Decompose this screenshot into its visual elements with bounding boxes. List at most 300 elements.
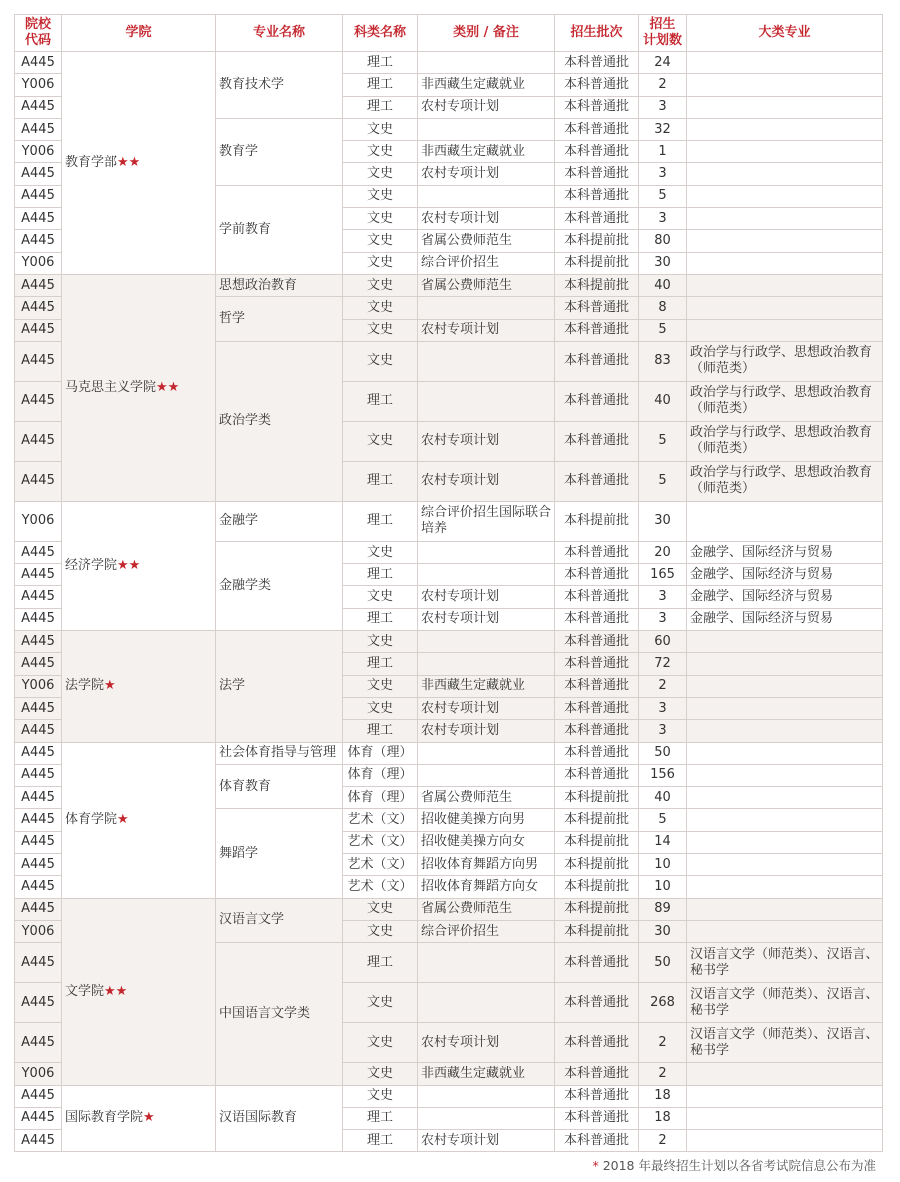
category-cell: [418, 118, 555, 140]
category-cell: 农村专项计划: [418, 461, 555, 501]
broad-cell: 汉语言文学（师范类）、汉语言、秘书学: [687, 943, 883, 983]
broad-cell: [687, 1085, 883, 1107]
plan-cell: 40: [639, 381, 687, 421]
code-cell: A445: [15, 787, 62, 809]
broad-cell: [687, 185, 883, 207]
batch-cell: 本科普通批: [555, 742, 639, 764]
category-cell: 综合评价招生: [418, 920, 555, 942]
code-cell: A445: [15, 831, 62, 853]
subject-cell: 理工: [343, 461, 418, 501]
code-cell: A445: [15, 943, 62, 983]
subject-cell: 文史: [343, 631, 418, 653]
category-cell: 农村专项计划: [418, 163, 555, 185]
subject-cell: 文史: [343, 586, 418, 608]
batch-cell: 本科提前批: [555, 252, 639, 274]
plan-cell: 10: [639, 876, 687, 898]
plan-cell: 5: [639, 461, 687, 501]
plan-cell: 3: [639, 720, 687, 742]
subject-cell: 文史: [343, 297, 418, 319]
subject-cell: 体育（理）: [343, 787, 418, 809]
category-cell: [418, 52, 555, 74]
batch-cell: 本科普通批: [555, 421, 639, 461]
header-broad: 大类专业: [687, 15, 883, 52]
subject-cell: 文史: [343, 163, 418, 185]
code-cell: Y006: [15, 1063, 62, 1085]
major-cell: 金融学: [216, 501, 343, 541]
plan-cell: 30: [639, 501, 687, 541]
college-cell: [62, 52, 216, 275]
code-cell: Y006: [15, 141, 62, 163]
broad-cell: [687, 297, 883, 319]
table-row: [15, 52, 883, 74]
subject-cell: 文史: [343, 675, 418, 697]
broad-cell: 金融学、国际经济与贸易: [687, 564, 883, 586]
category-cell: [418, 1085, 555, 1107]
subject-cell: 文史: [343, 697, 418, 719]
code-cell: A445: [15, 876, 62, 898]
major-cell: 教育技术学: [216, 52, 343, 119]
star-rating: ★★: [117, 557, 141, 573]
category-cell: 非西藏生定藏就业: [418, 1063, 555, 1085]
star-rating: ★: [143, 1110, 155, 1126]
plan-cell: 89: [639, 898, 687, 920]
broad-cell: [687, 787, 883, 809]
plan-cell: 5: [639, 809, 687, 831]
plan-cell: 3: [639, 608, 687, 630]
batch-cell: 本科提前批: [555, 809, 639, 831]
batch-cell: 本科普通批: [555, 1130, 639, 1152]
plan-cell: 165: [639, 564, 687, 586]
code-cell: A445: [15, 96, 62, 118]
code-cell: A445: [15, 341, 62, 381]
broad-cell: [687, 208, 883, 230]
college-group: [15, 501, 883, 630]
subject-cell: 理工: [343, 720, 418, 742]
batch-cell: 本科普通批: [555, 74, 639, 96]
major-cell: 政治学类: [216, 341, 343, 501]
category-cell: 综合评价招生国际联合培养: [418, 501, 555, 541]
plan-cell: 24: [639, 52, 687, 74]
college-cell: [62, 742, 216, 898]
subject-cell: 艺术（文）: [343, 854, 418, 876]
batch-cell: 本科提前批: [555, 854, 639, 876]
subject-cell: 艺术（文）: [343, 831, 418, 853]
batch-cell: 本科普通批: [555, 1023, 639, 1063]
code-cell: A445: [15, 230, 62, 252]
category-cell: [418, 541, 555, 563]
plan-cell: 83: [639, 341, 687, 381]
plan-cell: 2: [639, 1023, 687, 1063]
major-cell: 教育学: [216, 118, 343, 185]
subject-cell: 文史: [343, 1085, 418, 1107]
code-cell: A445: [15, 809, 62, 831]
major-cell: 汉语国际教育: [216, 1085, 343, 1152]
category-cell: 农村专项计划: [418, 421, 555, 461]
broad-cell: [687, 96, 883, 118]
category-cell: 招收健美操方向女: [418, 831, 555, 853]
college-cell: [62, 501, 216, 630]
college-name: 体育学院: [65, 812, 118, 828]
broad-cell: [687, 720, 883, 742]
footnote: [592, 1156, 876, 1174]
broad-cell: 政治学与行政学、思想政治教育（师范类）: [687, 341, 883, 381]
code-cell: A445: [15, 1023, 62, 1063]
category-cell: [418, 943, 555, 983]
major-cell: 社会体育指导与管理: [216, 742, 343, 764]
batch-cell: 本科普通批: [555, 720, 639, 742]
batch-cell: 本科提前批: [555, 920, 639, 942]
plan-cell: 2: [639, 675, 687, 697]
code-cell: A445: [15, 764, 62, 786]
subject-cell: 文史: [343, 319, 418, 341]
batch-cell: 本科普通批: [555, 653, 639, 675]
subject-cell: 文史: [343, 341, 418, 381]
footnote-text: 2018 年最终招生计划以各省考试院信息公布为准: [602, 1158, 876, 1173]
broad-cell: [687, 52, 883, 74]
category-cell: 农村专项计划: [418, 586, 555, 608]
broad-cell: [687, 501, 883, 541]
broad-cell: [687, 653, 883, 675]
broad-cell: [687, 854, 883, 876]
category-cell: 农村专项计划: [418, 96, 555, 118]
subject-cell: 理工: [343, 564, 418, 586]
code-cell: A445: [15, 697, 62, 719]
batch-cell: 本科普通批: [555, 608, 639, 630]
college-name: 国际教育学院: [65, 1110, 144, 1126]
broad-cell: [687, 675, 883, 697]
plan-cell: 3: [639, 586, 687, 608]
plan-cell: 5: [639, 185, 687, 207]
code-cell: A445: [15, 541, 62, 563]
category-cell: [418, 742, 555, 764]
college-group: [15, 631, 883, 742]
broad-cell: [687, 252, 883, 274]
header-plan: 招生 计划数: [639, 15, 687, 52]
college-name: 经济学院: [65, 557, 118, 573]
code-cell: A445: [15, 421, 62, 461]
header-code: 院校 代码: [15, 15, 62, 52]
batch-cell: 本科普通批: [555, 96, 639, 118]
category-cell: 招收健美操方向男: [418, 809, 555, 831]
broad-cell: [687, 74, 883, 96]
subject-cell: 文史: [343, 274, 418, 296]
batch-cell: 本科普通批: [555, 1063, 639, 1085]
major-cell: 中国语言文学类: [216, 943, 343, 1085]
broad-cell: [687, 230, 883, 252]
code-cell: A445: [15, 586, 62, 608]
broad-cell: 金融学、国际经济与贸易: [687, 541, 883, 563]
batch-cell: 本科普通批: [555, 675, 639, 697]
table-row: [15, 1085, 883, 1107]
college-name: 教育学部: [65, 154, 118, 170]
broad-cell: 政治学与行政学、思想政治教育（师范类）: [687, 461, 883, 501]
header-college: 学院: [62, 15, 216, 52]
plan-cell: 3: [639, 697, 687, 719]
subject-cell: 理工: [343, 501, 418, 541]
code-cell: A445: [15, 52, 62, 74]
code-cell: Y006: [15, 920, 62, 942]
code-cell: Y006: [15, 675, 62, 697]
plan-cell: 10: [639, 854, 687, 876]
batch-cell: 本科普通批: [555, 163, 639, 185]
subject-cell: 理工: [343, 381, 418, 421]
broad-cell: [687, 831, 883, 853]
broad-cell: [687, 274, 883, 296]
footnote-asterisk: *: [592, 1158, 599, 1173]
plan-cell: 50: [639, 742, 687, 764]
batch-cell: 本科普通批: [555, 943, 639, 983]
enrollment-plan-table: [14, 14, 883, 1152]
batch-cell: 本科提前批: [555, 831, 639, 853]
subject-cell: 文史: [343, 252, 418, 274]
table-row: [15, 898, 883, 920]
subject-cell: 文史: [343, 898, 418, 920]
broad-cell: 金融学、国际经济与贸易: [687, 586, 883, 608]
plan-cell: 18: [639, 1085, 687, 1107]
subject-cell: 文史: [343, 141, 418, 163]
table-row: [15, 742, 883, 764]
broad-cell: [687, 809, 883, 831]
batch-cell: 本科提前批: [555, 230, 639, 252]
batch-cell: 本科普通批: [555, 52, 639, 74]
college-name: 马克思主义学院: [65, 379, 157, 395]
code-cell: A445: [15, 742, 62, 764]
code-cell: A445: [15, 720, 62, 742]
category-cell: 综合评价招生: [418, 252, 555, 274]
subject-cell: 文史: [343, 421, 418, 461]
category-cell: [418, 653, 555, 675]
code-cell: Y006: [15, 74, 62, 96]
code-cell: A445: [15, 983, 62, 1023]
category-cell: 农村专项计划: [418, 1130, 555, 1152]
category-cell: [418, 341, 555, 381]
college-group: [15, 1085, 883, 1152]
plan-cell: 50: [639, 943, 687, 983]
college-group: [15, 742, 883, 898]
broad-cell: [687, 764, 883, 786]
broad-cell: [687, 1130, 883, 1152]
broad-cell: [687, 163, 883, 185]
broad-cell: 汉语言文学（师范类）、汉语言、秘书学: [687, 983, 883, 1023]
major-cell: 体育教育: [216, 764, 343, 809]
broad-cell: [687, 1063, 883, 1085]
batch-cell: 本科普通批: [555, 319, 639, 341]
category-cell: [418, 764, 555, 786]
plan-cell: 156: [639, 764, 687, 786]
subject-cell: 理工: [343, 943, 418, 983]
subject-cell: 文史: [343, 541, 418, 563]
batch-cell: 本科普通批: [555, 541, 639, 563]
category-cell: 农村专项计划: [418, 608, 555, 630]
code-cell: A445: [15, 185, 62, 207]
plan-cell: 14: [639, 831, 687, 853]
code-cell: A445: [15, 1130, 62, 1152]
broad-cell: [687, 319, 883, 341]
batch-cell: 本科普通批: [555, 564, 639, 586]
college-cell: [62, 898, 216, 1085]
category-cell: [418, 983, 555, 1023]
broad-cell: 金融学、国际经济与贸易: [687, 608, 883, 630]
broad-cell: [687, 898, 883, 920]
subject-cell: 理工: [343, 653, 418, 675]
plan-cell: 5: [639, 319, 687, 341]
plan-cell: 60: [639, 631, 687, 653]
table-row: [15, 631, 883, 653]
code-cell: A445: [15, 118, 62, 140]
category-cell: 省属公费师范生: [418, 230, 555, 252]
batch-cell: 本科普通批: [555, 461, 639, 501]
batch-cell: 本科普通批: [555, 381, 639, 421]
batch-cell: 本科普通批: [555, 118, 639, 140]
batch-cell: 本科普通批: [555, 983, 639, 1023]
college-cell: [62, 274, 216, 501]
subject-cell: 文史: [343, 185, 418, 207]
college-name: 法学院: [65, 678, 105, 694]
star-rating: ★: [117, 812, 129, 828]
major-cell: 汉语言文学: [216, 898, 343, 943]
category-cell: [418, 631, 555, 653]
code-cell: A445: [15, 854, 62, 876]
category-cell: 非西藏生定藏就业: [418, 141, 555, 163]
code-cell: Y006: [15, 501, 62, 541]
code-cell: A445: [15, 608, 62, 630]
plan-cell: 40: [639, 787, 687, 809]
plan-cell: 30: [639, 252, 687, 274]
broad-cell: [687, 118, 883, 140]
plan-cell: 3: [639, 208, 687, 230]
code-cell: A445: [15, 1107, 62, 1129]
subject-cell: 理工: [343, 1107, 418, 1129]
batch-cell: 本科普通批: [555, 341, 639, 381]
code-cell: A445: [15, 631, 62, 653]
subject-cell: 文史: [343, 1063, 418, 1085]
category-cell: 招收体育舞蹈方向女: [418, 876, 555, 898]
table-row: [15, 501, 883, 541]
category-cell: 农村专项计划: [418, 1023, 555, 1063]
plan-cell: 2: [639, 1130, 687, 1152]
code-cell: A445: [15, 461, 62, 501]
subject-cell: 理工: [343, 74, 418, 96]
plan-cell: 2: [639, 1063, 687, 1085]
category-cell: 省属公费师范生: [418, 898, 555, 920]
college-group: [15, 898, 883, 1085]
code-cell: Y006: [15, 252, 62, 274]
code-cell: A445: [15, 274, 62, 296]
category-cell: 农村专项计划: [418, 319, 555, 341]
subject-cell: 体育（理）: [343, 764, 418, 786]
plan-cell: 268: [639, 983, 687, 1023]
plan-cell: 80: [639, 230, 687, 252]
category-cell: 省属公费师范生: [418, 274, 555, 296]
subject-cell: 艺术（文）: [343, 809, 418, 831]
subject-cell: 文史: [343, 208, 418, 230]
subject-cell: 文史: [343, 1023, 418, 1063]
code-cell: A445: [15, 898, 62, 920]
category-cell: [418, 381, 555, 421]
plan-cell: 8: [639, 297, 687, 319]
code-cell: A445: [15, 208, 62, 230]
plan-cell: 18: [639, 1107, 687, 1129]
major-cell: 学前教育: [216, 185, 343, 274]
broad-cell: [687, 876, 883, 898]
college-cell: [62, 631, 216, 742]
category-cell: 省属公费师范生: [418, 787, 555, 809]
plan-cell: 40: [639, 274, 687, 296]
broad-cell: [687, 141, 883, 163]
major-cell: 金融学类: [216, 541, 343, 630]
table-row: [15, 274, 883, 296]
major-cell: 哲学: [216, 297, 343, 342]
subject-cell: 文史: [343, 118, 418, 140]
category-cell: 非西藏生定藏就业: [418, 675, 555, 697]
category-cell: [418, 1107, 555, 1129]
code-cell: A445: [15, 381, 62, 421]
code-cell: A445: [15, 319, 62, 341]
category-cell: 非西藏生定藏就业: [418, 74, 555, 96]
plan-cell: 3: [639, 163, 687, 185]
code-cell: A445: [15, 1085, 62, 1107]
batch-cell: 本科普通批: [555, 1107, 639, 1129]
star-rating: ★★: [104, 983, 128, 999]
category-cell: 农村专项计划: [418, 720, 555, 742]
star-rating: ★★: [156, 379, 180, 395]
subject-cell: 体育（理）: [343, 742, 418, 764]
batch-cell: 本科提前批: [555, 787, 639, 809]
batch-cell: 本科提前批: [555, 898, 639, 920]
code-cell: A445: [15, 653, 62, 675]
code-cell: A445: [15, 564, 62, 586]
broad-cell: [687, 1107, 883, 1129]
subject-cell: 理工: [343, 96, 418, 118]
star-rating: ★★: [117, 154, 141, 170]
plan-cell: 3: [639, 96, 687, 118]
broad-cell: [687, 697, 883, 719]
header-category: 类别 / 备注: [418, 15, 555, 52]
header-major: 专业名称: [216, 15, 343, 52]
batch-cell: 本科普通批: [555, 697, 639, 719]
major-cell: 舞蹈学: [216, 809, 343, 898]
subject-cell: 艺术（文）: [343, 876, 418, 898]
subject-cell: 文史: [343, 920, 418, 942]
college-group: [15, 274, 883, 501]
subject-cell: 理工: [343, 1130, 418, 1152]
category-cell: 招收体育舞蹈方向男: [418, 854, 555, 876]
plan-cell: 1: [639, 141, 687, 163]
plan-cell: 20: [639, 541, 687, 563]
batch-cell: 本科提前批: [555, 274, 639, 296]
batch-cell: 本科普通批: [555, 185, 639, 207]
plan-cell: 5: [639, 421, 687, 461]
table-header: [15, 15, 883, 52]
code-cell: A445: [15, 163, 62, 185]
code-cell: A445: [15, 297, 62, 319]
broad-cell: 政治学与行政学、思想政治教育（师范类）: [687, 421, 883, 461]
batch-cell: 本科提前批: [555, 501, 639, 541]
broad-cell: 汉语言文学（师范类）、汉语言、秘书学: [687, 1023, 883, 1063]
subject-cell: 文史: [343, 230, 418, 252]
batch-cell: 本科普通批: [555, 208, 639, 230]
batch-cell: 本科普通批: [555, 297, 639, 319]
header-subject: 科类名称: [343, 15, 418, 52]
subject-cell: 理工: [343, 608, 418, 630]
broad-cell: [687, 920, 883, 942]
batch-cell: 本科普通批: [555, 631, 639, 653]
plan-cell: 32: [639, 118, 687, 140]
category-cell: [418, 297, 555, 319]
broad-cell: 政治学与行政学、思想政治教育（师范类）: [687, 381, 883, 421]
plan-cell: 30: [639, 920, 687, 942]
category-cell: 农村专项计划: [418, 208, 555, 230]
